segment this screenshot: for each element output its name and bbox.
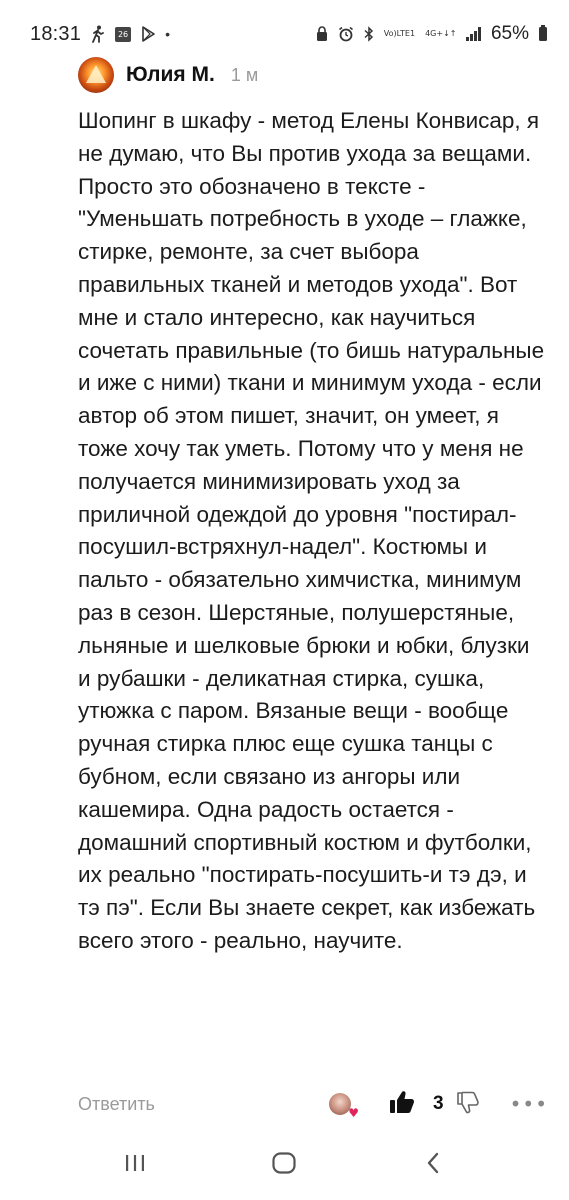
alarm-icon [338, 26, 354, 42]
network-type-icon [425, 30, 456, 38]
notification-dot-icon: • [165, 26, 170, 42]
comment-time: 1 м [230, 64, 259, 85]
signal-icon [466, 27, 481, 41]
dislike-button[interactable] [456, 1090, 480, 1119]
battery-percent: 65% [490, 23, 529, 44]
calendar-icon: 26 [115, 27, 131, 42]
home-icon [271, 1150, 297, 1181]
data-arrows-icon: ↓↑ [443, 29, 457, 38]
heart-icon: ♥ [348, 1106, 360, 1120]
system-nav-bar [0, 1130, 569, 1200]
comment-header [78, 55, 258, 95]
reactor-avatar[interactable] [329, 1093, 360, 1120]
bluetooth-icon [364, 26, 374, 42]
author-name[interactable]: Юлия М. [126, 63, 215, 86]
more-icon: ••• [509, 1092, 548, 1116]
status-time: 18:31 [30, 22, 82, 45]
back-button[interactable] [404, 1145, 464, 1185]
like-button[interactable] [389, 1090, 415, 1119]
volte-bottom-label: LTE1 [396, 29, 416, 38]
back-icon [424, 1151, 444, 1180]
reply-button[interactable]: Ответить [78, 1093, 155, 1114]
recent-apps-button[interactable] [105, 1145, 165, 1185]
thumbs-down-icon [456, 1090, 480, 1119]
more-options-button[interactable] [510, 1092, 548, 1116]
network-gen-label: 4G+ [425, 29, 444, 38]
recent-apps-icon [124, 1152, 146, 1179]
like-count: 3 [433, 1093, 444, 1114]
status-left [30, 23, 170, 46]
play-store-icon [141, 26, 155, 42]
volte-top-label: Vo) [383, 29, 397, 38]
volte-icon [384, 30, 415, 38]
comment-actions [78, 1086, 548, 1122]
status-right [316, 23, 547, 45]
thumbs-up-icon [389, 1090, 415, 1119]
walking-icon [91, 25, 105, 43]
vpn-lock-icon [316, 26, 328, 42]
battery-icon [539, 27, 547, 41]
actions-right [329, 1090, 548, 1119]
comment-text: Шопинг в шкафу - метод Елены Конвисар, я не думаю, что Вы против ухода за вещами. Просто это обозначено в тексте - "Уменьшать потребность в уходе – глажке, стирке, ремонте, за счет выбора правильных тканей и методов ухода". Вот мне и стало интересно, как научиться сочетать правильные (то бишь натуральные и иже с ними) ткани и минимум ухода - если автор об этом пишет, значит, он умеет, я тоже хочу так уметь. Потому что у меня не получается минимизировать уход за приличной одеждой до уровня "постирал-посушил-встряхнул-надел". Костюмы и пальто - обязательно химчистка, минимум раз в сезон. Шерстяные, полушерстяные, льняные и шелковые брюки и юбки, блузки и рубашки - деликатная стирка, сушка, утюжка с паром. Вязаные вещи - вообще ручная стирка плюс еще сушка танцы с бубном, если связано из ангоры или кашемира. Одна радость остается - домашний спортивный костюм и футболки, их реально "постирать-посушить-и тэ дэ, и тэ пэ". Если Вы знаете секрет, как избежать всего этого - реально, научите. [78, 108, 551, 953]
avatar[interactable] [78, 57, 114, 93]
home-button[interactable] [254, 1145, 314, 1185]
